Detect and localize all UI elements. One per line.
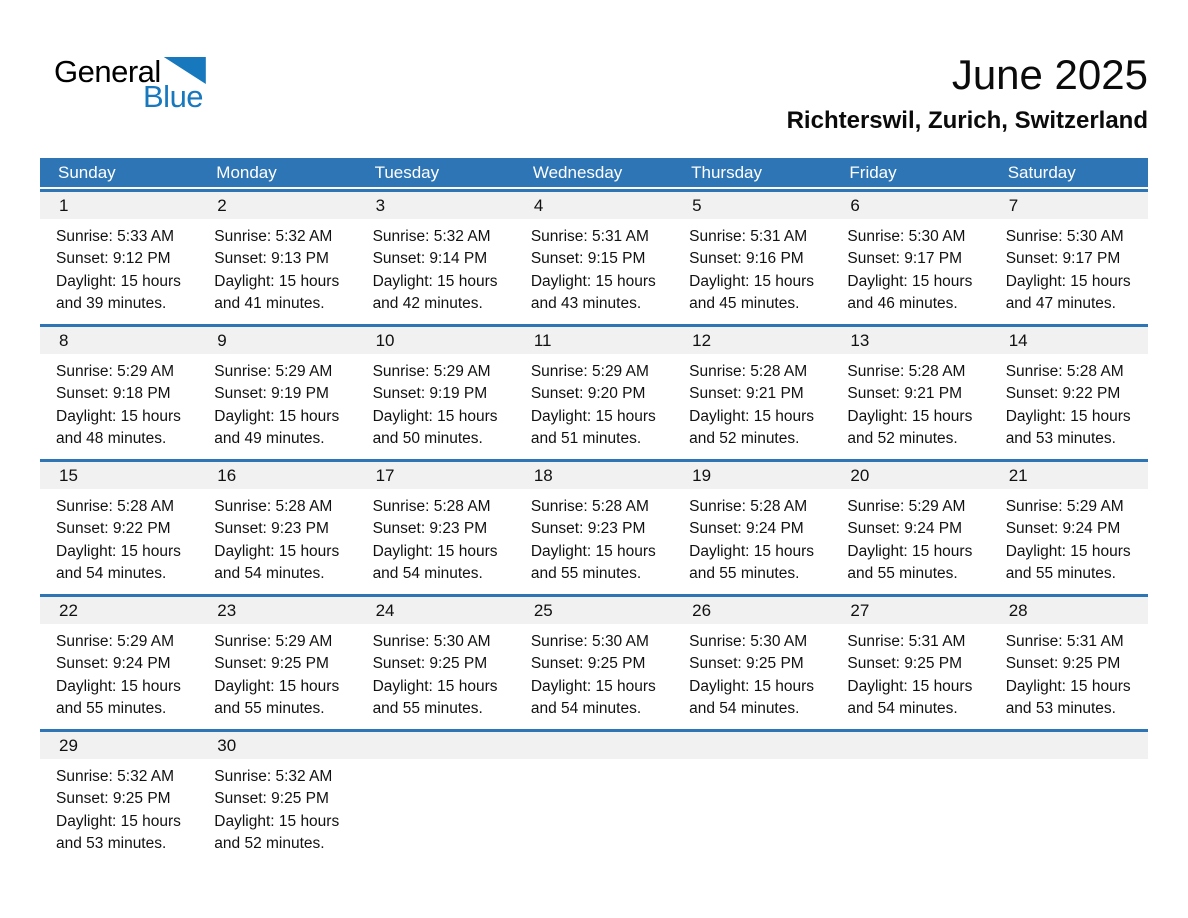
day-cell bbox=[831, 327, 989, 459]
page-subtitle-location: Richterswil, Zurich, Switzerland bbox=[786, 107, 1148, 135]
sunset-text: Sunset: 9:23 PM bbox=[530, 520, 646, 538]
general-blue-logo bbox=[54, 56, 206, 112]
sunrise-text: Sunrise: 5:29 AM bbox=[214, 363, 333, 380]
weekday-header-wednesday: Wednesday bbox=[532, 162, 623, 182]
daylight-hours-text: Daylight: 15 hours bbox=[214, 272, 340, 290]
day-info bbox=[357, 759, 515, 766]
daylight-minutes-text: and 49 minutes. bbox=[214, 429, 325, 447]
week-row bbox=[40, 594, 1148, 729]
weekday-header-friday: Friday bbox=[849, 162, 897, 182]
daylight-hours-text: Daylight: 15 hours bbox=[689, 407, 815, 425]
sunrise-text: Sunrise: 5:28 AM bbox=[530, 498, 649, 515]
sunrise-text: Sunrise: 5:29 AM bbox=[847, 498, 966, 515]
day-cell bbox=[831, 462, 989, 594]
sunrise-text: Sunrise: 5:30 AM bbox=[689, 633, 808, 650]
sunrise-text: Sunrise: 5:29 AM bbox=[530, 363, 649, 380]
daylight-minutes-text: and 52 minutes. bbox=[847, 429, 958, 447]
sunset-text: Sunset: 9:24 PM bbox=[689, 520, 804, 538]
daylight-minutes-text: and 41 minutes. bbox=[214, 294, 325, 312]
sunset-text: Sunset: 9:20 PM bbox=[530, 385, 646, 403]
daylight-hours-text: Daylight: 15 hours bbox=[530, 407, 656, 425]
sunset-text: Sunset: 9:25 PM bbox=[530, 655, 646, 673]
daylight-hours-text: Daylight: 15 hours bbox=[689, 272, 815, 290]
day-info bbox=[515, 624, 673, 720]
daylight-hours-text: Daylight: 15 hours bbox=[847, 677, 973, 695]
day-info bbox=[831, 624, 989, 720]
sunrise-text: Sunrise: 5:28 AM bbox=[689, 498, 808, 515]
sunset-text: Sunset: 9:23 PM bbox=[372, 520, 488, 538]
sunrise-text: Sunrise: 5:31 AM bbox=[689, 228, 808, 245]
day-number: 29 bbox=[40, 732, 198, 759]
day-cell bbox=[198, 462, 356, 594]
day-number: 10 bbox=[357, 327, 515, 354]
sunset-text: Sunset: 9:17 PM bbox=[1005, 250, 1121, 268]
sunrise-text: Sunrise: 5:32 AM bbox=[56, 768, 175, 785]
day-number: 17 bbox=[357, 462, 515, 489]
sunset-text: Sunset: 9:25 PM bbox=[1005, 655, 1121, 673]
sunrise-text: Sunrise: 5:28 AM bbox=[214, 498, 333, 515]
sunrise-text: Sunrise: 5:29 AM bbox=[56, 363, 175, 380]
day-cell bbox=[357, 597, 515, 729]
daylight-hours-text: Daylight: 15 hours bbox=[689, 677, 815, 695]
day-cell bbox=[40, 732, 198, 864]
sunset-text: Sunset: 9:19 PM bbox=[372, 385, 488, 403]
day-info bbox=[673, 489, 831, 585]
daylight-minutes-text: and 55 minutes. bbox=[214, 699, 325, 717]
title-block bbox=[787, 52, 1148, 135]
daylight-minutes-text: and 39 minutes. bbox=[56, 294, 167, 312]
daylight-hours-text: Daylight: 15 hours bbox=[214, 542, 340, 560]
daylight-minutes-text: and 51 minutes. bbox=[530, 429, 642, 447]
day-info bbox=[990, 759, 1148, 766]
day-info bbox=[990, 489, 1148, 585]
day-number: 2 bbox=[198, 192, 356, 219]
daylight-minutes-text: and 54 minutes. bbox=[214, 564, 325, 582]
day-info bbox=[673, 354, 831, 450]
daylight-hours-text: Daylight: 15 hours bbox=[1005, 272, 1131, 290]
day-cell bbox=[198, 732, 356, 864]
day-info bbox=[40, 354, 198, 450]
day-cell bbox=[990, 597, 1148, 729]
day-info bbox=[990, 219, 1148, 315]
logo-word-blue: Blue bbox=[143, 79, 204, 114]
day-number: 5 bbox=[673, 192, 831, 219]
day-info bbox=[515, 354, 673, 450]
day-cell bbox=[515, 597, 673, 729]
sunrise-text: Sunrise: 5:29 AM bbox=[372, 363, 491, 380]
daylight-hours-text: Daylight: 15 hours bbox=[214, 407, 340, 425]
day-cell bbox=[198, 327, 356, 459]
daylight-hours-text: Daylight: 15 hours bbox=[372, 407, 498, 425]
daylight-hours-text: Daylight: 15 hours bbox=[1005, 677, 1131, 695]
week-row bbox=[40, 459, 1148, 594]
day-cell bbox=[515, 192, 673, 324]
day-number: 22 bbox=[40, 597, 198, 624]
day-info bbox=[515, 219, 673, 315]
daylight-minutes-text: and 52 minutes. bbox=[214, 834, 325, 852]
day-number: 21 bbox=[990, 462, 1148, 489]
daylight-minutes-text: and 52 minutes. bbox=[689, 429, 800, 447]
sunset-text: Sunset: 9:25 PM bbox=[214, 655, 329, 673]
day-info bbox=[673, 219, 831, 315]
sunset-text: Sunset: 9:21 PM bbox=[847, 385, 962, 403]
day-number: 23 bbox=[198, 597, 356, 624]
day-cell bbox=[198, 597, 356, 729]
day-cell bbox=[40, 597, 198, 729]
daylight-hours-text: Daylight: 15 hours bbox=[56, 407, 181, 425]
day-cell bbox=[673, 192, 831, 324]
sunrise-text: Sunrise: 5:32 AM bbox=[214, 228, 333, 245]
day-info bbox=[831, 759, 989, 766]
day-info bbox=[831, 489, 989, 585]
calendar-weeks bbox=[40, 189, 1148, 864]
daylight-hours-text: Daylight: 15 hours bbox=[847, 272, 973, 290]
day-info bbox=[198, 489, 356, 585]
daylight-hours-text: Daylight: 15 hours bbox=[56, 677, 181, 695]
sunrise-text: Sunrise: 5:31 AM bbox=[530, 228, 649, 245]
day-info bbox=[831, 219, 989, 315]
sunset-text: Sunset: 9:25 PM bbox=[372, 655, 488, 673]
week-row bbox=[40, 189, 1148, 324]
sunset-text: Sunset: 9:24 PM bbox=[1005, 520, 1121, 538]
sunset-text: Sunset: 9:14 PM bbox=[372, 250, 488, 268]
day-number: 18 bbox=[515, 462, 673, 489]
day-number: 16 bbox=[198, 462, 356, 489]
daylight-hours-text: Daylight: 15 hours bbox=[56, 812, 181, 830]
sunset-text: Sunset: 9:22 PM bbox=[1005, 385, 1121, 403]
sunrise-text: Sunrise: 5:30 AM bbox=[1005, 228, 1124, 245]
sunrise-text: Sunrise: 5:30 AM bbox=[372, 633, 491, 650]
sunrise-text: Sunrise: 5:28 AM bbox=[1005, 363, 1124, 380]
sunrise-text: Sunrise: 5:33 AM bbox=[56, 228, 175, 245]
day-info bbox=[198, 624, 356, 720]
day-info bbox=[40, 759, 198, 855]
daylight-minutes-text: and 45 minutes. bbox=[689, 294, 800, 312]
day-number: 27 bbox=[831, 597, 989, 624]
day-cell bbox=[40, 327, 198, 459]
weekday-header-monday: Monday bbox=[216, 162, 277, 182]
day-number: 3 bbox=[357, 192, 515, 219]
day-number: 14 bbox=[990, 327, 1148, 354]
day-cell bbox=[990, 462, 1148, 594]
day-info bbox=[673, 624, 831, 720]
sunrise-text: Sunrise: 5:29 AM bbox=[56, 633, 175, 650]
page-header bbox=[40, 0, 1148, 158]
sunrise-text: Sunrise: 5:28 AM bbox=[56, 498, 175, 515]
day-cell bbox=[831, 192, 989, 324]
daylight-minutes-text: and 53 minutes. bbox=[1005, 429, 1116, 447]
day-info bbox=[357, 624, 515, 720]
sunset-text: Sunset: 9:22 PM bbox=[56, 520, 171, 538]
sunrise-text: Sunrise: 5:29 AM bbox=[1005, 498, 1124, 515]
weekday-header-thursday: Thursday bbox=[691, 162, 762, 182]
sunrise-text: Sunrise: 5:28 AM bbox=[372, 498, 491, 515]
day-number: 11 bbox=[515, 327, 673, 354]
day-number bbox=[673, 732, 831, 759]
day-info bbox=[40, 219, 198, 315]
day-info bbox=[831, 354, 989, 450]
daylight-hours-text: Daylight: 15 hours bbox=[372, 677, 498, 695]
day-info bbox=[673, 759, 831, 766]
day-cell bbox=[673, 597, 831, 729]
empty-day-cell bbox=[990, 732, 1148, 864]
sunrise-text: Sunrise: 5:32 AM bbox=[214, 768, 333, 785]
sunset-text: Sunset: 9:16 PM bbox=[689, 250, 804, 268]
day-cell bbox=[40, 192, 198, 324]
daylight-hours-text: Daylight: 15 hours bbox=[372, 272, 498, 290]
sunset-text: Sunset: 9:15 PM bbox=[530, 250, 646, 268]
daylight-hours-text: Daylight: 15 hours bbox=[530, 677, 656, 695]
daylight-hours-text: Daylight: 15 hours bbox=[56, 542, 181, 560]
daylight-minutes-text: and 54 minutes. bbox=[689, 699, 800, 717]
day-cell bbox=[673, 462, 831, 594]
day-number: 13 bbox=[831, 327, 989, 354]
daylight-minutes-text: and 55 minutes. bbox=[847, 564, 958, 582]
week-row bbox=[40, 729, 1148, 864]
sunrise-text: Sunrise: 5:30 AM bbox=[530, 633, 649, 650]
day-info bbox=[990, 624, 1148, 720]
day-cell bbox=[990, 327, 1148, 459]
day-number: 19 bbox=[673, 462, 831, 489]
week-row bbox=[40, 324, 1148, 459]
daylight-hours-text: Daylight: 15 hours bbox=[214, 812, 340, 830]
daylight-minutes-text: and 55 minutes. bbox=[689, 564, 800, 582]
day-cell bbox=[357, 462, 515, 594]
day-info bbox=[357, 354, 515, 450]
day-number bbox=[831, 732, 989, 759]
day-cell bbox=[673, 327, 831, 459]
day-info bbox=[990, 354, 1148, 450]
day-number bbox=[357, 732, 515, 759]
daylight-minutes-text: and 46 minutes. bbox=[847, 294, 958, 312]
day-cell bbox=[198, 192, 356, 324]
day-number: 1 bbox=[40, 192, 198, 219]
day-number: 20 bbox=[831, 462, 989, 489]
daylight-minutes-text: and 55 minutes. bbox=[372, 699, 483, 717]
day-number: 26 bbox=[673, 597, 831, 624]
weekday-header-sunday: Sunday bbox=[58, 162, 116, 182]
sunset-text: Sunset: 9:25 PM bbox=[56, 790, 171, 808]
day-info bbox=[357, 219, 515, 315]
daylight-hours-text: Daylight: 15 hours bbox=[1005, 542, 1131, 560]
logo-text-general: General bbox=[54, 54, 161, 89]
sunrise-text: Sunrise: 5:31 AM bbox=[847, 633, 966, 650]
sunset-text: Sunset: 9:18 PM bbox=[56, 385, 171, 403]
day-number: 24 bbox=[357, 597, 515, 624]
empty-day-cell bbox=[357, 732, 515, 864]
day-cell bbox=[357, 192, 515, 324]
daylight-hours-text: Daylight: 15 hours bbox=[530, 272, 656, 290]
day-info bbox=[198, 759, 356, 855]
page-title: June 2025 bbox=[951, 51, 1148, 98]
day-info bbox=[515, 759, 673, 766]
sunset-text: Sunset: 9:17 PM bbox=[847, 250, 962, 268]
daylight-hours-text: Daylight: 15 hours bbox=[689, 542, 815, 560]
day-info bbox=[198, 219, 356, 315]
sunset-text: Sunset: 9:24 PM bbox=[847, 520, 962, 538]
daylight-minutes-text: and 47 minutes. bbox=[1005, 294, 1116, 312]
day-number: 12 bbox=[673, 327, 831, 354]
sunrise-text: Sunrise: 5:28 AM bbox=[689, 363, 808, 380]
empty-day-cell bbox=[831, 732, 989, 864]
daylight-minutes-text: and 55 minutes. bbox=[530, 564, 642, 582]
sunset-text: Sunset: 9:25 PM bbox=[847, 655, 962, 673]
day-number bbox=[515, 732, 673, 759]
sunset-text: Sunset: 9:24 PM bbox=[56, 655, 171, 673]
daylight-minutes-text: and 54 minutes. bbox=[56, 564, 167, 582]
weekday-header-tuesday: Tuesday bbox=[374, 162, 440, 182]
sunset-text: Sunset: 9:21 PM bbox=[689, 385, 804, 403]
sunset-text: Sunset: 9:19 PM bbox=[214, 385, 329, 403]
daylight-minutes-text: and 54 minutes. bbox=[372, 564, 483, 582]
daylight-minutes-text: and 50 minutes. bbox=[372, 429, 483, 447]
day-info bbox=[515, 489, 673, 585]
day-number bbox=[990, 732, 1148, 759]
sunrise-text: Sunrise: 5:30 AM bbox=[847, 228, 966, 245]
day-number: 30 bbox=[198, 732, 356, 759]
daylight-hours-text: Daylight: 15 hours bbox=[847, 542, 973, 560]
empty-day-cell bbox=[673, 732, 831, 864]
sunrise-text: Sunrise: 5:31 AM bbox=[1005, 633, 1124, 650]
day-cell bbox=[357, 327, 515, 459]
day-number: 6 bbox=[831, 192, 989, 219]
daylight-hours-text: Daylight: 15 hours bbox=[1005, 407, 1131, 425]
daylight-minutes-text: and 55 minutes. bbox=[1005, 564, 1116, 582]
empty-day-cell bbox=[515, 732, 673, 864]
day-number: 9 bbox=[198, 327, 356, 354]
sunset-text: Sunset: 9:12 PM bbox=[56, 250, 171, 268]
day-info bbox=[40, 489, 198, 585]
daylight-hours-text: Daylight: 15 hours bbox=[214, 677, 340, 695]
daylight-minutes-text: and 53 minutes. bbox=[1005, 699, 1116, 717]
daylight-minutes-text: and 54 minutes. bbox=[530, 699, 642, 717]
sunset-text: Sunset: 9:25 PM bbox=[689, 655, 804, 673]
weekday-header-saturday: Saturday bbox=[1007, 162, 1076, 182]
daylight-minutes-text: and 43 minutes. bbox=[530, 294, 642, 312]
sunrise-text: Sunrise: 5:29 AM bbox=[214, 633, 333, 650]
daylight-hours-text: Daylight: 15 hours bbox=[372, 542, 498, 560]
day-number: 7 bbox=[990, 192, 1148, 219]
day-number: 8 bbox=[40, 327, 198, 354]
day-number: 4 bbox=[515, 192, 673, 219]
day-info bbox=[198, 354, 356, 450]
weekday-header-row bbox=[40, 158, 1148, 187]
day-info bbox=[40, 624, 198, 720]
sunset-text: Sunset: 9:25 PM bbox=[214, 790, 329, 808]
daylight-hours-text: Daylight: 15 hours bbox=[847, 407, 973, 425]
day-cell bbox=[40, 462, 198, 594]
sunrise-text: Sunrise: 5:32 AM bbox=[372, 228, 491, 245]
sunset-text: Sunset: 9:23 PM bbox=[214, 520, 329, 538]
day-number: 15 bbox=[40, 462, 198, 489]
sunset-text: Sunset: 9:13 PM bbox=[214, 250, 329, 268]
day-cell bbox=[515, 327, 673, 459]
daylight-minutes-text: and 53 minutes. bbox=[56, 834, 167, 852]
day-cell bbox=[831, 597, 989, 729]
daylight-minutes-text: and 55 minutes. bbox=[56, 699, 167, 717]
daylight-minutes-text: and 42 minutes. bbox=[372, 294, 483, 312]
day-number: 25 bbox=[515, 597, 673, 624]
sunrise-text: Sunrise: 5:28 AM bbox=[847, 363, 966, 380]
day-number: 28 bbox=[990, 597, 1148, 624]
daylight-minutes-text: and 54 minutes. bbox=[847, 699, 958, 717]
daylight-hours-text: Daylight: 15 hours bbox=[530, 542, 656, 560]
daylight-hours-text: Daylight: 15 hours bbox=[56, 272, 181, 290]
day-cell bbox=[990, 192, 1148, 324]
day-cell bbox=[515, 462, 673, 594]
day-info bbox=[357, 489, 515, 585]
daylight-minutes-text: and 48 minutes. bbox=[56, 429, 167, 447]
